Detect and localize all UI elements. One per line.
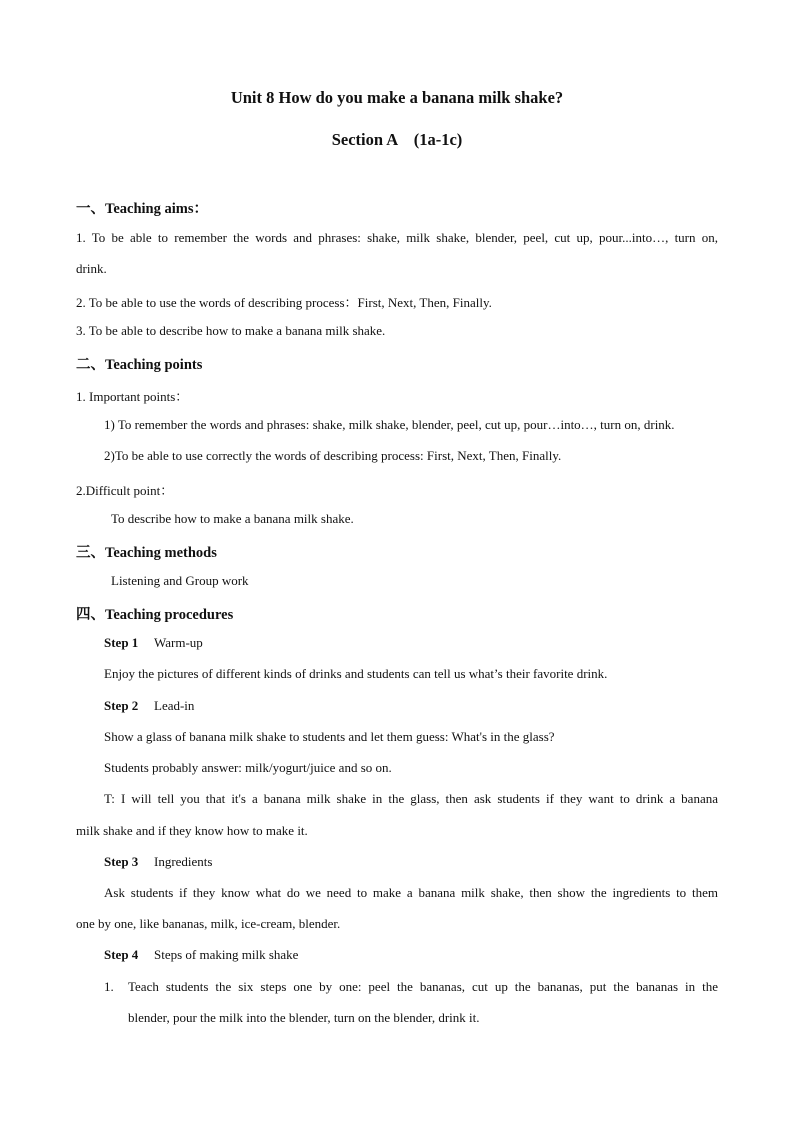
- step-4-item-number: 1.: [104, 979, 114, 994]
- aims-item-2: 2. To be able to use the words of describing process：First, Next, Then, Finally.: [76, 295, 492, 310]
- step-3-text: Ask students if they know what do we need to make a banana milk shake, then show the ingredients to them: [104, 885, 718, 900]
- aims-item-1: 1. To be able to remember the words and phrases: shake, milk shake, blender, peel, cut up, pour...into…, turn on,: [76, 230, 718, 245]
- difficult-point-1: To describe how to make a banana milk shake.: [111, 511, 354, 526]
- step-2-label: Step 2: [104, 698, 139, 713]
- step-3-title: Ingredients: [154, 854, 213, 869]
- step-4-title: Steps of making milk shake: [154, 947, 299, 962]
- step-3-header: [104, 854, 212, 870]
- step-1-text: Enjoy the pictures of different kinds of drinks and students can tell us what’s their favorite drink.: [104, 666, 608, 681]
- step-2-text-3-cont: milk shake and if they know how to make it.: [76, 823, 308, 838]
- step-4-label: Step 4: [104, 947, 139, 962]
- step-4-item-text-cont: blender, pour the milk into the blender, turn on the blender, drink it.: [128, 1010, 480, 1025]
- aims-heading: 一、Teaching aims：: [76, 201, 208, 217]
- methods-heading: 三、Teaching methods: [76, 545, 217, 561]
- important-point-2: 2)To be able to use correctly the words of describing process: First, Next, Then, Finally.: [104, 448, 562, 463]
- step-2-text-1: Show a glass of banana milk shake to students and let them guess: What's in the glass?: [104, 729, 555, 744]
- step-4-item-text: Teach students the six steps one by one: peel the bananas, cut up the bananas, put the bananas in the: [128, 979, 718, 994]
- difficult-point-label: 2.Difficult point：: [76, 483, 174, 498]
- methods-text: Listening and Group work: [111, 573, 249, 588]
- step-1-header: [104, 635, 203, 651]
- step-2-title: Lead-in: [154, 698, 195, 713]
- step-4-header: [104, 947, 298, 963]
- important-points-label: 1. Important points：: [76, 389, 189, 404]
- points-heading: 二、Teaching points: [76, 357, 203, 373]
- important-point-1: 1) To remember the words and phrases: shake, milk shake, blender, peel, cut up, pour…into…, turn on, drink.: [104, 417, 675, 432]
- aims-item-1-cont: drink.: [76, 261, 107, 276]
- step-2-text-3: T: I will tell you that it's a banana milk shake in the glass, then ask students if they want to drink a banana: [104, 791, 718, 806]
- step-2-text-2: Students probably answer: milk/yogurt/juice and so on.: [104, 760, 392, 775]
- step-2-header: [104, 698, 194, 714]
- page-title: Unit 8 How do you make a banana milk shake?: [230, 88, 564, 107]
- step-1-label: Step 1: [104, 635, 139, 650]
- aims-item-3: 3. To be able to describe how to make a banana milk shake.: [76, 323, 386, 338]
- step-3-text-cont: one by one, like bananas, milk, ice-cream, blender.: [76, 916, 341, 931]
- procedures-heading: 四、Teaching procedures: [76, 607, 234, 623]
- section-subtitle: Section A (1a-1c): [331, 130, 463, 149]
- step-3-label: Step 3: [104, 854, 139, 869]
- step-1-title: Warm-up: [154, 635, 203, 650]
